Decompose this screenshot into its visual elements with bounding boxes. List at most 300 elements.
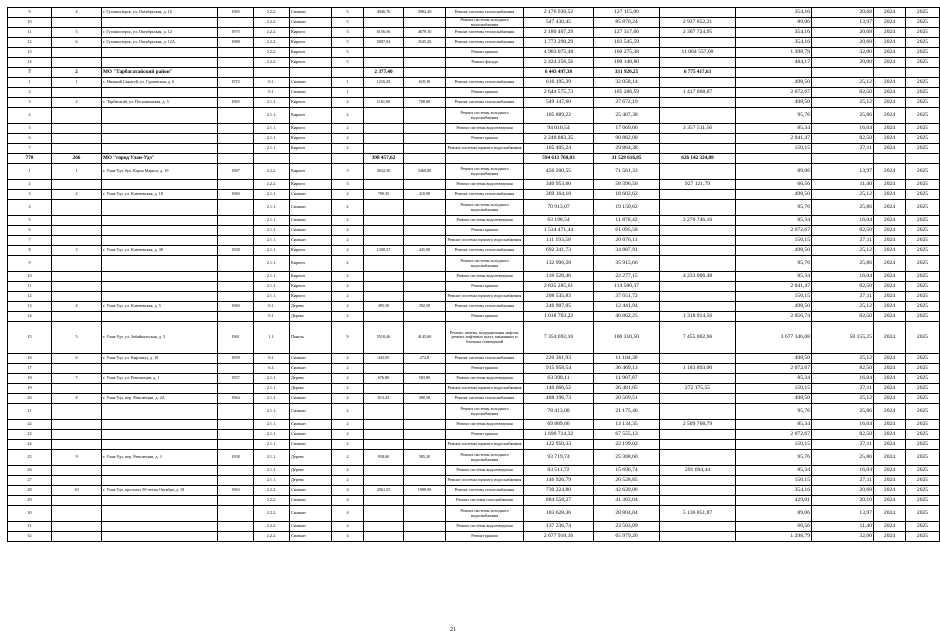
table-row: [8, 532, 940, 542]
cell-t: [660, 190, 736, 200]
cell-p: 66,56: [736, 180, 812, 190]
cell-p: 95,76: [736, 256, 812, 272]
cell-u: 11 878,42: [594, 216, 660, 226]
cell-a1: 2 377,40: [364, 68, 404, 78]
cell-t: [660, 144, 736, 154]
cell-q: 16,04: [812, 466, 874, 476]
cell-f: 2: [332, 312, 364, 322]
cell-addr: [102, 506, 218, 522]
cell-a1: [364, 404, 404, 420]
cell-f: 2: [332, 216, 364, 226]
cell-addr: [102, 88, 218, 98]
cell-y1: 2024: [874, 364, 906, 374]
cell-q: 16,04: [812, 216, 874, 226]
cell-f: 2: [332, 404, 364, 420]
cell-m: Силикат: [290, 8, 332, 18]
cell-t: 11 064 557,00: [660, 48, 736, 58]
cell-f: 2: [332, 190, 364, 200]
cell-p: 2 041,47: [736, 282, 812, 292]
cell-m: Силикат: [290, 440, 332, 450]
cell-a2: [404, 144, 446, 154]
table-row: [8, 496, 940, 506]
cell-w: Ремонт фасада: [446, 58, 524, 68]
cell-y: 1972: [218, 78, 254, 88]
cell-u: 11 104,30: [594, 354, 660, 364]
cell-u: 58 396,50: [594, 180, 660, 190]
cell-m: Силикат: [290, 404, 332, 420]
cell-t: [660, 78, 736, 88]
cell-k: 2.2.2.: [254, 18, 290, 28]
cell-f: [332, 68, 364, 78]
cell-m: Силикат: [290, 88, 332, 98]
table-row: [8, 180, 940, 190]
cell-t: 2 270 746,16: [660, 216, 736, 226]
cell-y: [218, 58, 254, 68]
cell-w: [446, 68, 524, 78]
cell-addr: [102, 108, 218, 124]
cell-f: 5: [332, 48, 364, 58]
cell-p: 2 072,67: [736, 364, 812, 374]
cell-o: 1: [52, 164, 102, 180]
table-row: [8, 354, 940, 364]
cell-u: 22 277,15: [594, 272, 660, 282]
cell-m: Кирпич: [290, 144, 332, 154]
cell-q: 25,12: [812, 190, 874, 200]
cell-m: Дерево: [290, 450, 332, 466]
cell-f: 1: [332, 78, 364, 88]
cell-addr: МО "Тарбагатайский район": [102, 68, 218, 78]
cell-addr: [102, 282, 218, 292]
cell-m: Силикат: [290, 430, 332, 440]
cell-addr: [102, 420, 218, 430]
cell-a1: [364, 312, 404, 322]
cell-y1: 2024: [874, 404, 906, 420]
cell-q: 25,86: [812, 450, 874, 466]
cell-y2: 2025: [906, 496, 940, 506]
cell-q: 25,12: [812, 98, 874, 108]
cell-w: Ремонт крыши: [446, 430, 524, 440]
table-row: [8, 58, 940, 68]
cell-o: [52, 404, 102, 420]
cell-a2: [404, 180, 446, 190]
cell-s: 78 413,08: [524, 404, 594, 420]
cell-w: Ремонт системы горячего водоснабжения: [446, 144, 524, 154]
cell-q: 13,97: [812, 164, 874, 180]
cell-k: 2.2.2.: [254, 8, 290, 18]
cell-a1: 443,05: [364, 354, 404, 364]
cell-q: 13,97: [812, 506, 874, 522]
cell-addr: г. Улан-Удэ, бул. Карла Маркса, д. 19: [102, 164, 218, 180]
municipality-total-row: [8, 68, 940, 78]
cell-o: [52, 430, 102, 440]
cell-a2: [404, 292, 446, 302]
cell-f: 2: [332, 272, 364, 282]
cell-s: 69 889,66: [524, 420, 594, 430]
cell-y2: 2025: [906, 430, 940, 440]
cell-y: [218, 496, 254, 506]
cell-s: 1 773 290,29: [524, 38, 594, 48]
cell-y1: 2024: [874, 384, 906, 394]
cell-a1: 4946,76: [364, 8, 404, 18]
cell-o: [52, 272, 102, 282]
cell-w: Ремонт крыши: [446, 282, 524, 292]
cell-y2: 2025: [906, 292, 940, 302]
cell-y2: 2025: [906, 506, 940, 522]
cell-w: Ремонт системы водоотведения: [446, 522, 524, 532]
cell-t: [660, 292, 736, 302]
cell-k: 2.1.1.: [254, 272, 290, 282]
table-row: [8, 18, 940, 28]
cell-y: 1960: [218, 302, 254, 312]
cell-n: 10: [8, 272, 52, 282]
cell-p: 354,16: [736, 38, 812, 48]
cell-y1: 2024: [874, 48, 906, 58]
cell-u: 34 887,91: [594, 246, 660, 256]
cell-y: 1958: [218, 246, 254, 256]
cell-p: 66,56: [736, 522, 812, 532]
cell-addr: [102, 364, 218, 374]
cell-y: [218, 236, 254, 246]
cell-f: 2: [332, 282, 364, 292]
cell-y2: 2025: [906, 226, 940, 236]
cell-a2: 272,8: [404, 354, 446, 364]
cell-m: Дерево: [290, 302, 332, 312]
cell-k: 2.1.1.: [254, 384, 290, 394]
cell-p: 89,06: [736, 18, 812, 28]
table-row: [8, 216, 940, 226]
table-row: [8, 236, 940, 246]
cell-y: [218, 88, 254, 98]
cell-f: 4: [332, 532, 364, 542]
cell-p: 3 677 346,08: [736, 322, 812, 354]
cell-p: 89,06: [736, 164, 812, 180]
cell-s: 594 613 768,03: [524, 154, 594, 164]
cell-y: [218, 384, 254, 394]
cell-u: 29 864,38: [594, 144, 660, 154]
cell-m: Силикат: [290, 420, 332, 430]
cell-t: [660, 430, 736, 440]
cell-p: 354,16: [736, 486, 812, 496]
cell-y1: 2024: [874, 430, 906, 440]
cell-o: [52, 420, 102, 430]
cell-y1: 2024: [874, 322, 906, 354]
cell-a2: 1988,90: [404, 486, 446, 496]
cell-w: Ремонт системы водоотведения: [446, 420, 524, 430]
cell-a2: [404, 384, 446, 394]
cell-s: 730 224,80: [524, 486, 594, 496]
cell-n: 16: [8, 354, 52, 364]
cell-y1: 2024: [874, 236, 906, 246]
cell-a2: 445,90: [404, 246, 446, 256]
cell-p: 89,06: [736, 506, 812, 522]
table-row: [8, 404, 940, 420]
cell-f: 5: [332, 180, 364, 190]
cell-s: 137 236,74: [524, 522, 594, 532]
cell-m: [290, 68, 332, 78]
cell-w: Ремонт системы теплоснабжения: [446, 302, 524, 312]
cell-p: 498,50: [736, 302, 812, 312]
cell-y1: 2024: [874, 226, 906, 236]
cell-s: 7 354 692,16: [524, 322, 594, 354]
cell-u: 160 275,38: [594, 48, 660, 58]
cell-w: Ремонт системы горячего водоснабжения: [446, 236, 524, 246]
cell-y: 1961: [218, 322, 254, 354]
cell-w: [446, 154, 524, 164]
cell-a1: [364, 364, 404, 374]
cell-a1: [364, 430, 404, 440]
cell-addr: [102, 476, 218, 486]
cell-s: 63 198,54: [524, 216, 594, 226]
cell-f: 2: [332, 124, 364, 134]
cell-q: 16,04: [812, 420, 874, 430]
cell-w: Ремонт системы холодного водоснабжения: [446, 404, 524, 420]
cell-u: 12 441,94: [594, 302, 660, 312]
cell-t: 927 121,79: [660, 180, 736, 190]
cell-q: 16,04: [812, 374, 874, 384]
cell-n: 778: [8, 154, 52, 164]
cell-y2: 2025: [906, 164, 940, 180]
table-row: [8, 522, 940, 532]
cell-a1: 790,35: [364, 190, 404, 200]
cell-q: 27,11: [812, 144, 874, 154]
cell-u: 26 528,85: [594, 476, 660, 486]
cell-m: Панель: [290, 322, 332, 354]
cell-y2: 2025: [906, 450, 940, 466]
cell-m: Кирпич: [290, 272, 332, 282]
cell-w: Ремонт системы горячего водоснабжения: [446, 292, 524, 302]
cell-f: 5: [332, 8, 364, 18]
cell-addr: [102, 58, 218, 68]
cell-y: [218, 216, 254, 226]
cell-o: 6: [52, 354, 102, 364]
cell-f: 4: [332, 496, 364, 506]
cell-n: 20: [8, 394, 52, 404]
cell-o: [52, 532, 102, 542]
cell-k: 6.1.: [254, 354, 290, 364]
cell-a2: [404, 256, 446, 272]
cell-f: 4: [332, 506, 364, 522]
cell-u: 37 651,72: [594, 292, 660, 302]
cell-n: 13: [8, 48, 52, 58]
cell-a1: [364, 236, 404, 246]
cell-w: Ремонт системы горячего водоснабжения: [446, 476, 524, 486]
cell-u: 28 804,04: [594, 506, 660, 522]
cell-q: 20,68: [812, 8, 874, 18]
cell-u: 67 555,13: [594, 430, 660, 440]
cell-addr: [102, 216, 218, 226]
cell-a1: [364, 272, 404, 282]
table-row: [8, 312, 940, 322]
cell-y1: 2024: [874, 282, 906, 292]
cell-q: 25,86: [812, 256, 874, 272]
cell-q: 82,50: [812, 364, 874, 374]
cell-y2: 2025: [906, 440, 940, 450]
cell-p: 85,34: [736, 272, 812, 282]
cell-t: [660, 354, 736, 364]
cell-a1: 813,43: [364, 394, 404, 404]
cell-s: 111 193,58: [524, 236, 594, 246]
cell-y: [218, 226, 254, 236]
cell-y1: 2024: [874, 394, 906, 404]
cell-y1: 2024: [874, 374, 906, 384]
cell-addr: [102, 48, 218, 58]
cell-a2: 410,90: [404, 190, 446, 200]
cell-y1: 2024: [874, 144, 906, 154]
cell-y1: 2024: [874, 440, 906, 450]
cell-m: Кирпич: [290, 38, 332, 48]
cell-n: 3: [8, 98, 52, 108]
cell-k: 2.1.1.: [254, 226, 290, 236]
cell-u: 13 134,35: [594, 420, 660, 430]
cell-p: 150,15: [736, 476, 812, 486]
cell-k: 2.2.2.: [254, 58, 290, 68]
cell-a1: [364, 200, 404, 216]
cell-s: 93 719,74: [524, 450, 594, 466]
cell-a2: 4679,10: [404, 28, 446, 38]
cell-p: 498,50: [736, 78, 812, 88]
cell-a2: [404, 236, 446, 246]
cell-s: 146 926,79: [524, 476, 594, 486]
cell-f: 2: [332, 430, 364, 440]
cell-o: 1: [52, 78, 102, 88]
cell-k: 2.1.1.: [254, 236, 290, 246]
table-row: [8, 108, 940, 124]
cell-y2: 2025: [906, 88, 940, 98]
table-row: [8, 384, 940, 394]
cell-k: 2.2.2.: [254, 506, 290, 522]
cell-t: 1 183 893,90: [660, 364, 736, 374]
cell-n: 26: [8, 466, 52, 476]
cell-o: 2: [52, 68, 102, 78]
cell-y: [218, 522, 254, 532]
cell-y: 1965: [218, 98, 254, 108]
cell-s: 915 958,54: [524, 364, 594, 374]
cell-m: Силикат: [290, 394, 332, 404]
cell-n: 19: [8, 384, 52, 394]
cell-q: 27,11: [812, 236, 874, 246]
cell-t: [660, 200, 736, 216]
cell-p: 2 072,67: [736, 88, 812, 98]
table-row: [8, 134, 940, 144]
cell-o: [52, 144, 102, 154]
cell-y2: 2025: [906, 216, 940, 226]
cell-y1: 2024: [874, 124, 906, 134]
cell-t: [660, 282, 736, 292]
cell-t: 626 142 324,88: [660, 154, 736, 164]
cell-u: 27 672,19: [594, 98, 660, 108]
cell-o: 2: [52, 98, 102, 108]
cell-n: 11: [8, 282, 52, 292]
cell-t: 1 417 068,07: [660, 88, 736, 98]
cell-s: 2 180 407,29: [524, 28, 594, 38]
cell-o: 5: [52, 28, 102, 38]
cell-k: 2.1.1.: [254, 450, 290, 466]
cell-q: 25,12: [812, 354, 874, 364]
cell-u: 19 150,62: [594, 200, 660, 216]
cell-y2: 2025: [906, 18, 940, 28]
cell-f: 2: [332, 292, 364, 302]
cell-y: 1963: [218, 486, 254, 496]
table-row: [8, 226, 940, 236]
cell-k: 1.1.: [254, 322, 290, 354]
cell-y1: 2024: [874, 200, 906, 216]
cell-u: 42 639,06: [594, 486, 660, 496]
cell-m: Силикат: [290, 506, 332, 522]
cell-y1: 2024: [874, 496, 906, 506]
cell-y2: 2025: [906, 8, 940, 18]
cell-m: Силикат: [290, 354, 332, 364]
cell-f: 2: [332, 200, 364, 216]
cell-n: 4: [8, 200, 52, 216]
cell-q: 16,04: [812, 124, 874, 134]
cell-s: 122 950,33: [524, 440, 594, 450]
cell-q: 25,12: [812, 246, 874, 256]
cell-p: 2 072,67: [736, 226, 812, 236]
cell-m: Кирпич: [290, 246, 332, 256]
cell-k: 2.1.1.: [254, 374, 290, 384]
cell-m: Силикат: [290, 226, 332, 236]
cell-y: [218, 144, 254, 154]
cell-k: 2.1.1.: [254, 476, 290, 486]
cell-p: 1 398,79: [736, 48, 812, 58]
cell-t: 4 233 006,48: [660, 272, 736, 282]
cell-t: 5 136 851,87: [660, 506, 736, 522]
cell-n: 7: [8, 68, 52, 78]
cell-k: 2.1.1.: [254, 404, 290, 420]
cell-a1: 1308,37: [364, 246, 404, 256]
cell-n: 30: [8, 506, 52, 522]
cell-y2: 2025: [906, 200, 940, 216]
cell-u: 17 669,66: [594, 124, 660, 134]
cell-t: 6 775 417,63: [660, 68, 736, 78]
cell-p: 150,15: [736, 384, 812, 394]
table-row: [8, 420, 940, 430]
cell-y: [218, 272, 254, 282]
cell-m: Силикат: [290, 200, 332, 216]
cell-y2: 2025: [906, 144, 940, 154]
cell-y1: 2024: [874, 272, 906, 282]
cell-t: [660, 404, 736, 420]
cell-s: 4 903 075,48: [524, 48, 594, 58]
cell-u: 103 545,59: [594, 38, 660, 48]
cell-q: 11,40: [812, 180, 874, 190]
municipality-total-row: [8, 154, 940, 164]
cell-a2: 3545,20: [404, 38, 446, 48]
cell-q: 16,04: [812, 272, 874, 282]
table-row: [8, 190, 940, 200]
cell-t: 2 937 852,21: [660, 18, 736, 28]
cell-y1: 2024: [874, 246, 906, 256]
cell-k: 2.2.2.: [254, 180, 290, 190]
cell-u: 20 569,51: [594, 394, 660, 404]
cell-y2: 2025: [906, 272, 940, 282]
cell-t: [660, 532, 736, 542]
cell-k: 2.2.2.: [254, 532, 290, 542]
cell-m: Кирпич: [290, 58, 332, 68]
cell-y: [218, 404, 254, 420]
cell-m: Силикат: [290, 496, 332, 506]
cell-n: 28: [8, 486, 52, 496]
cell-t: [660, 38, 736, 48]
cell-o: [52, 200, 102, 216]
cell-k: 2.1.1.: [254, 466, 290, 476]
cell-m: Силикат: [290, 216, 332, 226]
cell-y2: 2025: [906, 246, 940, 256]
cell-n: 22: [8, 420, 52, 430]
cell-t: 2 509 768,79: [660, 420, 736, 430]
cell-a2: [404, 420, 446, 430]
cell-u: 26 481,05: [594, 384, 660, 394]
